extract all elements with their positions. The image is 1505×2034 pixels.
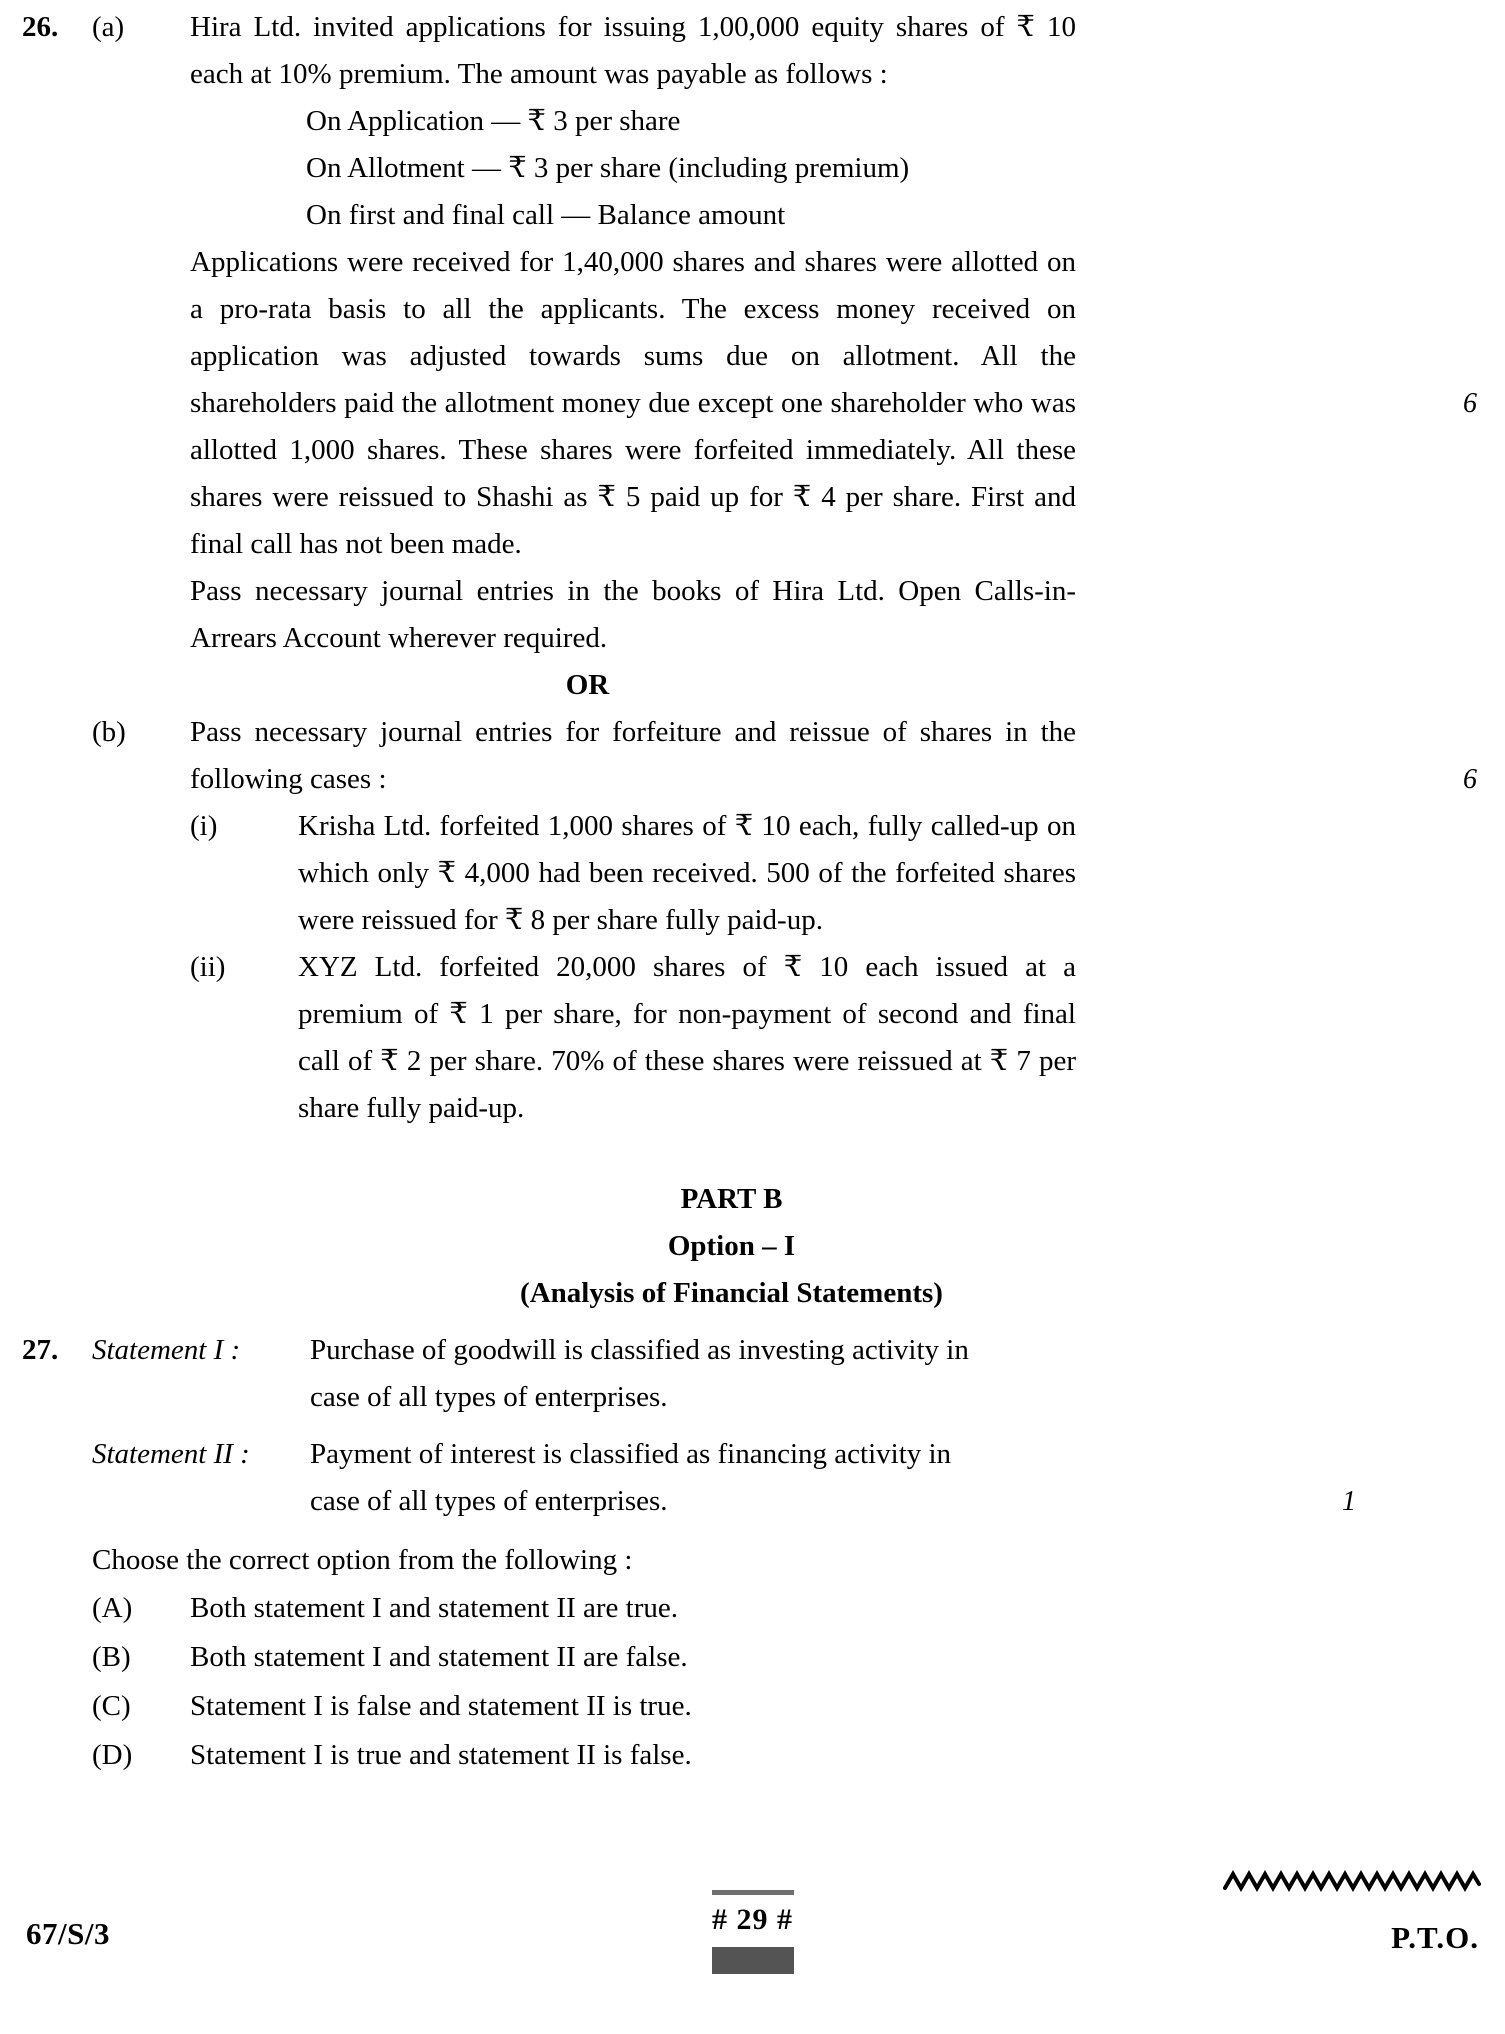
statement-one-row bbox=[92, 1327, 1272, 1421]
option-letter-b: (B) bbox=[92, 1641, 131, 1673]
statement-two-line-2: case of all types of enterprises. bbox=[310, 1485, 668, 1517]
option-row-a[interactable] bbox=[0, 1584, 1505, 1633]
question-26a-body bbox=[190, 4, 1393, 662]
question-number-26: 26. bbox=[22, 11, 59, 43]
schedule-item-application: On Application — ₹ 3 per share bbox=[306, 105, 681, 137]
question-26a-paragraph-1: Hira Ltd. invited applications for issuing 1,00,000 equity shares of ₹ 10 each at 10% premium. The amount was payable as follows : bbox=[190, 11, 1076, 90]
schedule-item-final-call: On first and final call — Balance amount bbox=[306, 199, 786, 231]
item-i-text: Krisha Ltd. forfeited 1,000 shares of ₹ 10 each, fully called-up on which only ₹ 4,000 had been received. 500 of the forfeited shares were reissued for ₹ 8 per share fully paid-up. bbox=[298, 810, 1076, 936]
statement-two-label: Statement II : bbox=[92, 1438, 250, 1470]
choose-option-prompt: Choose the correct option from the following : bbox=[92, 1544, 633, 1576]
marks-value-27: 1 bbox=[1342, 1486, 1356, 1517]
option-letter-d: (D) bbox=[92, 1739, 133, 1771]
or-divider: OR bbox=[565, 669, 610, 701]
question-26b-item-ii bbox=[0, 944, 1505, 1132]
question-27-prompt-row bbox=[0, 1537, 1505, 1584]
statement-one-line-1: Purchase of goodwill is classified as investing activity in bbox=[310, 1334, 969, 1366]
marks-value-26a: 6 bbox=[1463, 388, 1477, 419]
option-text-c: Statement I is false and statement II is true. bbox=[190, 1690, 692, 1722]
roman-label-i: (i) bbox=[190, 810, 218, 842]
question-26-part-b bbox=[0, 709, 1505, 803]
paper-code: 67/S/3 bbox=[26, 1916, 110, 1951]
statement-two-line-1: Payment of interest is classified as financing activity in bbox=[310, 1438, 952, 1470]
marks-26a bbox=[1393, 4, 1505, 427]
statement-one-text bbox=[310, 1327, 1196, 1421]
option-letter-a: (A) bbox=[92, 1592, 133, 1624]
part-b-option: Option – I bbox=[667, 1230, 796, 1262]
payment-schedule-list bbox=[190, 98, 1393, 239]
part-label-a: (a) bbox=[92, 11, 125, 43]
statement-one-line-2: case of all types of enterprises. bbox=[310, 1381, 668, 1413]
question-26b-body bbox=[190, 709, 1393, 803]
option-text-d: Statement I is true and statement II is false. bbox=[190, 1739, 692, 1771]
question-26b-intro: Pass necessary journal entries for forfeiture and reissue of shares in the following cases : bbox=[190, 716, 1076, 795]
page-marker: # 29 # bbox=[712, 1903, 793, 1936]
schedule-item-allotment: On Allotment — ₹ 3 per share (including premium) bbox=[306, 152, 910, 184]
zigzag-mark-icon bbox=[1223, 1866, 1481, 1900]
statement-two-text bbox=[310, 1431, 1196, 1525]
option-text-b: Both statement I and statement II are false. bbox=[190, 1641, 688, 1673]
item-ii-text: XYZ Ltd. forfeited 20,000 shares of ₹ 10 each issued at a premium of ₹ 1 per share, for non-payment of second and final call of ₹ 2 per share. 70% of these shares were reissued at ₹ 7 per share fully paid-up. bbox=[298, 951, 1076, 1124]
question-27-body bbox=[92, 1327, 1272, 1525]
option-text-a: Both statement I and statement II are true. bbox=[190, 1592, 678, 1624]
question-number-27: 27. bbox=[22, 1334, 59, 1366]
statement-one-label: Statement I : bbox=[92, 1334, 241, 1366]
marks-27 bbox=[1272, 1327, 1384, 1525]
marks-value-26b: 6 bbox=[1463, 764, 1477, 795]
part-b-subtitle: (Analysis of Financial Statements) bbox=[520, 1277, 943, 1309]
page-marker-group bbox=[623, 1890, 883, 1974]
part-b-title: PART B bbox=[680, 1183, 783, 1215]
roman-label-ii: (ii) bbox=[190, 951, 226, 983]
part-label-b: (b) bbox=[92, 716, 126, 748]
question-26a-paragraph-2: Applications were received for 1,40,000 shares and shares were allotted on a pro-rata basis to all the applicants. The excess money received on application was adjusted towards sums due on allotment. All the shareholders paid the allotment money due except one shareholder who was allotted 1,000 shares. These shares were forfeited immediately. All these shares were reissued to Shashi as ₹ 5 paid up for ₹ 4 per share. First and final call has not been made. bbox=[190, 246, 1076, 560]
option-row-c[interactable] bbox=[0, 1682, 1505, 1731]
option-row-d[interactable] bbox=[0, 1731, 1505, 1780]
option-letter-c: (C) bbox=[92, 1690, 131, 1722]
footer-black-block bbox=[712, 1947, 794, 1974]
question-27 bbox=[0, 1327, 1505, 1525]
question-26a-paragraph-3: Pass necessary journal entries in the books of Hira Ltd. Open Calls-in-Arrears Account wherever required. bbox=[190, 575, 1076, 654]
marks-26b bbox=[1393, 709, 1505, 803]
spacer-before-part-b bbox=[0, 1132, 1505, 1176]
page-footer bbox=[0, 1856, 1505, 1996]
pto-label: P.T.O. bbox=[1391, 1920, 1479, 1955]
question-26-part-a bbox=[0, 4, 1505, 662]
option-row-b[interactable] bbox=[0, 1633, 1505, 1682]
footer-rule-top bbox=[712, 1890, 794, 1895]
statement-two-row bbox=[92, 1431, 1272, 1525]
question-26b-item-i bbox=[0, 803, 1505, 944]
